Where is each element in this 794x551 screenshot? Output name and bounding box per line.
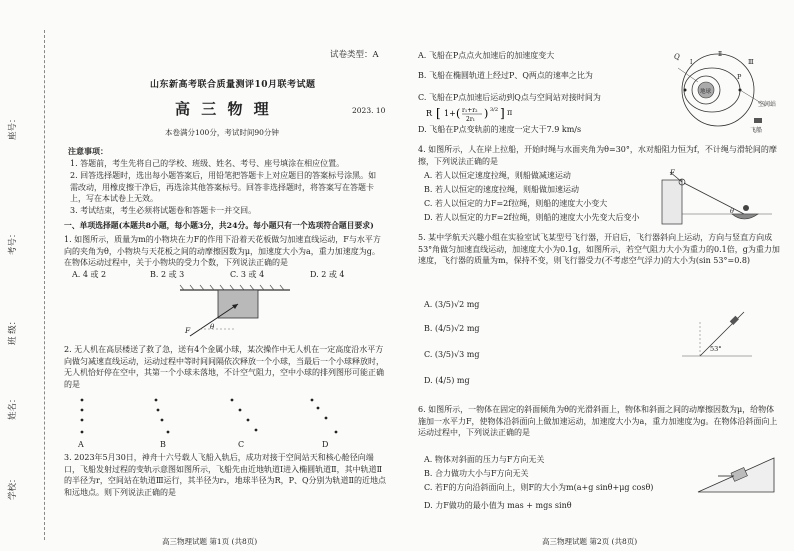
- q5-angle: 53°: [710, 345, 722, 353]
- svg-text:]: ]: [500, 106, 505, 120]
- binding-line: [44, 30, 45, 540]
- q3-option-d: D. 飞船在P点变轨前的速度一定大于7.9 km/s: [418, 125, 582, 134]
- q4-label-theta: θ: [730, 207, 734, 215]
- left-page: [60, 0, 390, 551]
- q4-option-c: C. 若人以恒定的力F=2f拉绳，则船的速度大小变大: [424, 199, 608, 208]
- q5-figure: [682, 300, 762, 360]
- q6-option-d: D. 力F做功的最小值为 mas + mgs sinθ: [424, 501, 572, 510]
- orbit-label-ship: 飞船: [750, 127, 763, 134]
- q3-option-c: C. 飞船在P点加速后运动到Q点与空间站对接时间为: [418, 93, 601, 102]
- q2-option-b: B: [160, 440, 166, 449]
- note-3: 3. 考试结束，考生必须将试题卷和答题卡一并交回。: [70, 206, 257, 215]
- q6-option-b: B. 合力做功大小与F方向无关: [424, 469, 529, 478]
- exam-title: 山东新高考联合质量测评10月联考试题: [150, 80, 316, 90]
- q5-option-b: B. (4/5)√2 mg: [424, 324, 480, 333]
- footer-left: 高三物理试题 第1页 (共8页): [162, 537, 258, 546]
- subject-title: 高 三 物 理: [175, 100, 272, 118]
- q3-formula-pi: π: [507, 108, 513, 117]
- q4-figure: [662, 170, 772, 225]
- q6-option-a: A. 物体对斜面的压力与F方向无关: [424, 455, 545, 464]
- q3-orbit-figure: [668, 48, 778, 138]
- orbit-label-station: 空间站: [758, 101, 777, 108]
- q3-option-b: B. 飞船在椭圆轨道上经过P、Q两点的速率之比为: [418, 71, 593, 80]
- score-info: 本卷满分100分，考试时间90分钟: [165, 128, 279, 137]
- q2-figures: [74, 398, 374, 438]
- svg-text:[: [: [436, 106, 441, 120]
- q3-formula: [426, 104, 536, 122]
- q4-stem: 4. 如图所示，人在岸上拉船，开始时绳与水面夹角为θ=30°，水对船阻力恒为f，不计绳与滑轮间的摩擦，下列说法正确的是: [418, 145, 777, 166]
- q2-stem: 2. 无人机在高层楼送了救了急，送有4个金属小球，某次操作中无人机在一定高度沿水平方向做匀减速直线运动，运动过程中等时间间隔依次释放一个小球，当最后一个小球释放时，无人机恰好停在空中，其第一个小球未落地，不计空气阻力，空中小球的排列图形可能正确的是: [64, 345, 384, 389]
- right-page: [412, 0, 784, 551]
- svg-text:2r₁: 2r₁: [466, 116, 476, 123]
- exam-no-field: 考号：: [8, 229, 18, 255]
- q5-option-c: C. (3/5)√3 mg: [424, 350, 480, 359]
- q5-option-d: D. (4/5) mg: [424, 376, 470, 385]
- q1-figure: [180, 284, 290, 344]
- footer-right: 高三物理试题 第2页 (共8页): [542, 537, 638, 546]
- orbit-label-q: Q: [674, 53, 680, 61]
- svg-text:): ): [484, 107, 489, 120]
- class-field: 班 级：: [8, 316, 18, 345]
- q2-option-a: A: [78, 440, 84, 449]
- q6-option-c: C. 若F的方向沿斜面向上，则F的大小为m(a+g sinθ+μg cosθ): [424, 483, 654, 492]
- name-field: 姓名：: [8, 394, 18, 420]
- q4-option-d: D. 若人以恒定的力F=2f拉绳，则船的速度大小先变大后变小: [424, 213, 640, 222]
- svg-text:3/2: 3/2: [490, 107, 499, 113]
- q6-figure: [698, 454, 778, 494]
- q1-stem: 1. 如图所示，质量为m的小物块在力F的作用下沿着天花板做匀加速直线运动，F与水平方向的夹角为θ，小物块与天花板之间的动摩擦因数为μ，加速度大小为a，重力加速度为g。在物体运动过程中，关于小物块的受力个数，下列说法正确的是: [64, 235, 381, 267]
- q2-option-d: D: [322, 440, 329, 449]
- q2-option-c: C: [238, 440, 245, 449]
- svg-text:1+: 1+: [444, 109, 456, 118]
- q4-option-a: A. 若人以恒定速度拉绳，则船做减速运动: [424, 171, 571, 180]
- q5-stem: 5. 某中学航天兴趣小组在实验室试飞某型号飞行器，开启后，飞行器斜向上运动，方向与竖直方向成53°角做匀加速直线运动，加速度大小为0.1g，如图所示，若空气阻力大小为重力的0.1倍，g为重力加速度，飞行器的质量为m，保持不变，则飞行器受力(不考虑空气浮力)的大小为(sin 53°=0.8): [418, 233, 780, 265]
- paper-type: 试卷类型：A: [330, 50, 379, 60]
- orbit-label-iii: Ⅲ: [748, 59, 754, 66]
- q1-label-f: F: [185, 326, 191, 335]
- q1-option-b: B. 2 或 3: [150, 270, 185, 279]
- svg-text:r₁+r₂: r₁+r₂: [462, 107, 478, 114]
- orbit-label-ii: Ⅱ: [718, 51, 723, 58]
- note-1: 1. 答题前，考生先将自己的学校、班级、姓名、考号、座号填涂在相应位置。: [70, 159, 345, 168]
- note-2: 2. 回答选择题时，选出每小题答案后，用铅笔把答题卡上对应题目的答案标号涂黑。如需改动，用橡皮擦干净后，再选涂其他答案标号。回答非选择题时，将答案写在答题卡上，写在本试卷上无效。: [70, 171, 377, 203]
- q3-option-a: A. 飞船在P点点火加速后的加速度变大: [418, 51, 555, 60]
- q5-option-a: A. (3/5)√2 mg: [424, 300, 480, 309]
- q1-option-a: A. 4 或 2: [72, 270, 107, 279]
- q6-stem: 6. 如图所示，一物体在固定的斜面倾角为θ的光滑斜面上，物体和斜面之间的动摩擦因数为μ，给物体施加一水平力F，使物体沿斜面向上做加速运动，加速度大小为a，重力加速度为g。在物体沿斜面向上运动过程中，下列说法正确的是: [418, 405, 778, 437]
- q4-option-b: B. 若人以恒定的速度拉绳，则船做加速运动: [424, 185, 579, 194]
- orbit-label-i: Ⅰ: [690, 59, 693, 66]
- q1-option-c: C. 3 或 4: [230, 270, 265, 279]
- svg-text:(: (: [456, 107, 461, 120]
- q1-option-d: D. 2 或 4: [310, 270, 345, 279]
- orbit-label-earth: 地球: [700, 89, 712, 95]
- orbit-label-p: P: [737, 73, 742, 81]
- q3-stem: 3. 2023年5月30日，神舟十六号载人飞船入轨后，成功对接于空间站天和核心舱径向端口，飞船发射过程的变轨示意图如图所示，飞船先由近地轨道Ⅰ进入椭圆轨道Ⅱ，其中轨道Ⅱ的半径为r，空间站在轨道Ⅲ运行，其半径为r₂，地球半径为R，P、Q分别为轨道Ⅱ的近地点和远地点。则下列说法正确的是: [64, 453, 386, 497]
- school-field: 学校：: [8, 474, 18, 500]
- q1-label-theta: θ: [210, 323, 215, 331]
- notes-heading: 注意事项：: [68, 146, 108, 156]
- exam-date: 2023. 10: [352, 106, 386, 115]
- q4-label-f: F: [670, 169, 675, 177]
- svg-text:R: R: [426, 109, 433, 118]
- seat-field: 座号：: [8, 114, 18, 140]
- section1-heading: 一、单项选择题(本题共8小题，每小题3分，共24分。每小题只有一个选项符合题目要求): [64, 221, 374, 230]
